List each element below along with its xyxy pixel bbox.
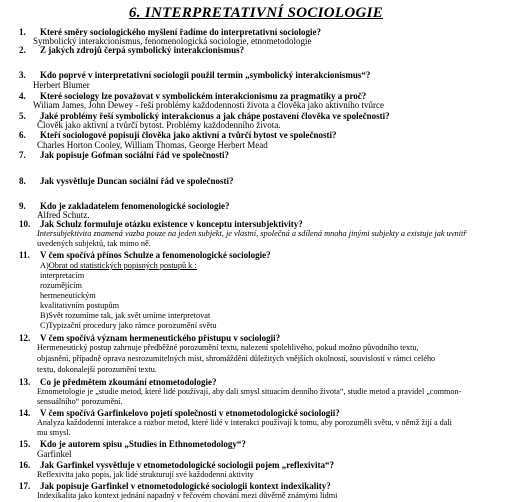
question-text: Jak popisuje Gofman sociální řád ve společnosti? — [40, 150, 230, 160]
question-text: Jak popisuje Garfinkel v etnometodologické sociologii kontext indexikality? — [40, 481, 331, 491]
question-number: 3. — [19, 70, 26, 80]
question-text: V čem spočívá přínos Schulze a fenomenologické sociologie? — [40, 250, 271, 260]
answer-text: Indexikalita jako kontext jednání napadný v řečovém chování mezi důvěrně známými lidmi — [37, 491, 338, 500]
answer-text: mu smysl. — [37, 428, 71, 437]
question-text: Kdo je zakladatelem fenomenologické sociologie? — [40, 201, 230, 211]
question-number: 9. — [19, 201, 26, 211]
question-text: Které sociology lze považovat v symbolickém interakcionismu za pragmatiky a proč? — [40, 91, 367, 101]
answer-text: sensuálního“ porozumění. — [37, 397, 123, 406]
answer-text: Symbolický interakcionismus, fenomenologická sociologie, etnometodologie — [33, 36, 312, 46]
question-text: Jak Garfinkel vysvětluje v etnometodologické sociologii pojem „reflexivita“? — [40, 460, 335, 470]
question-text: V čem spočívá Garfinkelovo pojetí společnosti v etnometodologické sociologii? — [40, 408, 340, 418]
answer-text: uvedených subjektů, tak mimo ně. — [37, 239, 151, 248]
question-text: Jaké problémy řeší symbolický interakcionus a jak chápe postavení člověka ve společnosti? — [40, 111, 390, 121]
list-item: rozumějícím — [40, 281, 82, 290]
answer-text: Herbert Blumer — [33, 80, 90, 90]
answer-text: Reflexivita jako popis, jak lidé strukturují své každodenní aktivity — [37, 470, 254, 479]
subpoint-a — [40, 261, 197, 271]
answer-text: Hermeneutický postup zahrnuje předběžné porozumění textu, nalezení spolehlivého, pokud možno původního textu, — [37, 343, 419, 352]
answer-text: Etnometologie je „studie metod, které lidé používají, aby dali smysl situacím denního života“, studie metod a pravidel „common- — [37, 387, 462, 396]
answer-text: Člověk jako aktivní a tvůrčí bytost. Problémy každodenního života. — [37, 120, 281, 130]
question-number: 10. — [19, 219, 31, 229]
question-text: Kdo je autorem spisu „Studies in Ethnometodology“? — [40, 439, 246, 449]
subpoint-a-prefix: A) — [40, 261, 49, 270]
answer-text: Garfinkel — [37, 449, 72, 459]
list-item: hermeneutickým — [40, 291, 96, 300]
page-title: 6. INTERPRETATIVNÍ SOCIOLOGIE — [128, 5, 384, 21]
answer-text: textu, dokonalejší porozumění textu. — [37, 365, 157, 374]
answer-text: Intersubjektivita znamená vazba pouze na jeden subjekt, je vlastní, společná a sdílená mnoha jinými subjekty a existuje jak uvnitř — [37, 229, 467, 238]
question-number: 15. — [19, 439, 31, 449]
question-number: 4. — [19, 91, 26, 101]
question-number: 8. — [19, 176, 26, 186]
answer-text: Analyza každodenní interakce a rozbor metod, které lidé v interakci používají k tomu, aby porozuměli světu, v němž žijí a dali — [37, 418, 452, 427]
question-text: V čem spočívá význam hermeneutického přístupu v sociologii? — [40, 333, 281, 343]
list-item: kvalitativním postupům — [40, 301, 120, 310]
question-number: 6. — [19, 130, 26, 140]
question-number: 17. — [19, 481, 31, 491]
list-item: interpretacím — [40, 271, 85, 280]
question-number: 14. — [19, 408, 31, 418]
question-text: Co je předmětem zkoumání etnometodologie? — [40, 377, 217, 387]
question-text: Kteří sociologové popisují člověka jako aktivní a tvůrčí bytost ve společnosti? — [40, 130, 337, 140]
subpoint-b: B)Svět rozumíme tak, jak svět umíme interpretovat — [40, 311, 211, 320]
answer-text: Alfred Schutz. — [37, 210, 90, 220]
question-number: 16. — [19, 460, 31, 470]
question-number: 5. — [19, 111, 26, 121]
question-text: Jak Schulz formuluje otázku existence v konceptu intersubjektivity? — [40, 219, 303, 229]
subpoint-c: C)Typizační procedury jako rámce porozumění světu — [40, 321, 217, 330]
answer-text: Charles Horton Cooley, William Thomas, George Herbert Mead — [37, 140, 268, 150]
question-text: Kdo poprvé v interpretativní sociologii použil termín „symbolický interakcionismus“? — [40, 70, 371, 80]
question-number: 11. — [19, 250, 30, 260]
question-text: Z jakých zdrojů čerpá symbolický interakcionismus? — [40, 45, 245, 55]
answer-text: Wiliam James, John Dewey - řeší problémy každodenností života a člověka jako aktivního tvůrce — [33, 100, 385, 110]
question-number: 1. — [19, 27, 26, 37]
question-number: 13. — [19, 377, 31, 387]
question-number: 12. — [19, 333, 31, 343]
question-text: Jak vysvětluje Duncan sociální řád ve společnosti? — [40, 176, 234, 186]
subpoint-a-text: Obrat od statistických popisných postupů k : — [48, 261, 197, 270]
answer-text: objasnění, případně oprava nesrozumitelných míst, shromáždění důležitých vnějších okolností, souvislostí v rámci celého — [37, 354, 436, 363]
question-number: 7. — [19, 150, 26, 160]
question-text: Které směry sociologického myšlení řadíme do interpretativní sociologie? — [40, 27, 322, 37]
question-number: 2. — [19, 45, 26, 55]
